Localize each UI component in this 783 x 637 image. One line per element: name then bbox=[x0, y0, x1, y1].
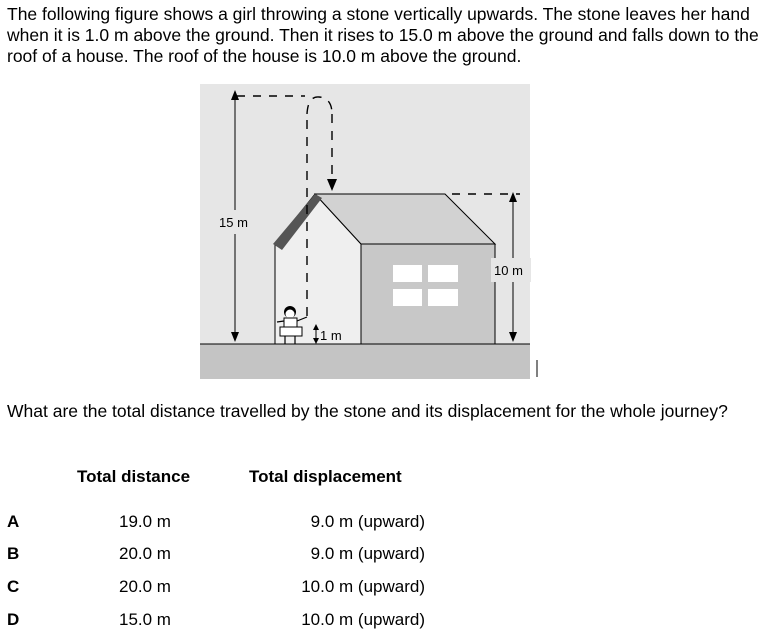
option-displacement: 9.0 m (upward) bbox=[310, 512, 425, 531]
option-displacement: 10.0 m (upward) bbox=[301, 610, 425, 629]
option-d[interactable] bbox=[0, 610, 783, 634]
option-distance: 19.0 m bbox=[119, 512, 171, 531]
window-pane bbox=[428, 265, 458, 282]
label-15m: 15 m bbox=[219, 215, 248, 230]
question-prompt: What are the total distance travelled by the stone and its displacement for the whole journey? bbox=[7, 401, 728, 421]
question-intro: The following figure shows a girl throwing a stone vertically upwards. The stone leaves her hand when it is 1.0 m above the ground. Then it rises to 15.0 m above the ground and falls down to the roof of a house. The roof of the house is 10.0 m above the ground. bbox=[7, 4, 759, 66]
option-distance: 15.0 m bbox=[119, 610, 171, 629]
window-pane bbox=[428, 289, 458, 306]
window-pane bbox=[393, 265, 422, 282]
option-letter: C bbox=[7, 577, 20, 596]
option-displacement: 10.0 m (upward) bbox=[301, 577, 425, 596]
option-letter: D bbox=[7, 610, 20, 629]
window-pane bbox=[393, 289, 422, 306]
option-letter: A bbox=[7, 512, 20, 531]
option-letter: B bbox=[7, 544, 20, 563]
option-distance: 20.0 m bbox=[119, 577, 171, 596]
option-a[interactable] bbox=[0, 512, 783, 536]
option-distance: 20.0 m bbox=[119, 544, 171, 563]
option-b[interactable] bbox=[0, 544, 783, 568]
header-total-displacement: Total displacement bbox=[249, 467, 402, 486]
label-1m: 1 m bbox=[320, 328, 342, 343]
header-total-distance: Total distance bbox=[77, 467, 191, 486]
option-displacement: 9.0 m (upward) bbox=[310, 544, 425, 563]
label-10m: 10 m bbox=[494, 263, 523, 278]
house-stone-figure bbox=[195, 84, 545, 379]
option-c[interactable] bbox=[0, 577, 783, 601]
ground bbox=[200, 344, 530, 379]
